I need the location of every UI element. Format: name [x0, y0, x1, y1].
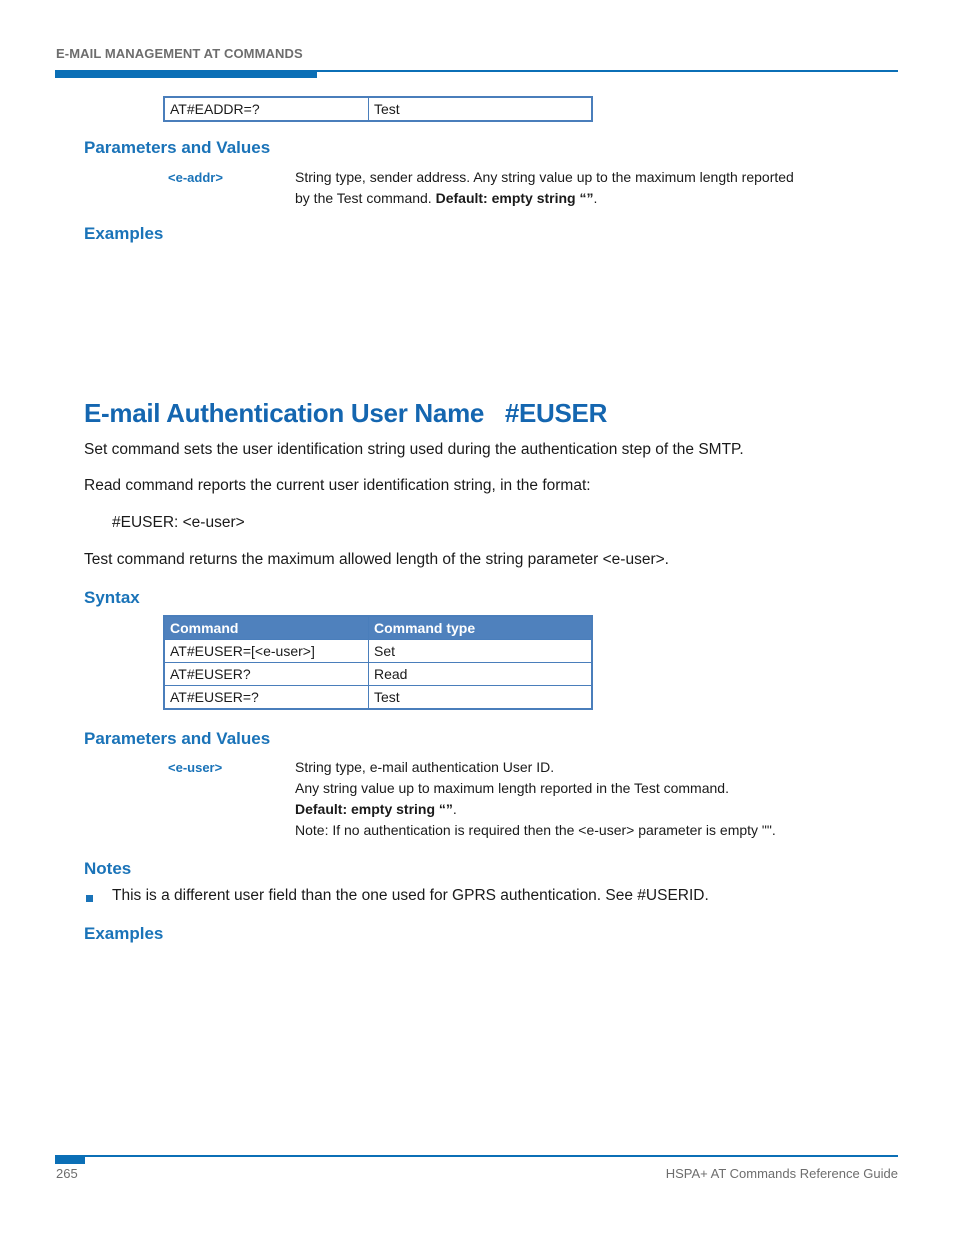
- footer-rule-accent: [55, 1155, 85, 1164]
- section-title: E-mail Authentication User Name #EUSER: [84, 398, 608, 428]
- eaddr-param-name: <e-addr>: [168, 170, 223, 185]
- table-cell-command: AT#EUSER?: [164, 663, 369, 686]
- eaddr-examples-heading: Examples: [84, 224, 164, 243]
- euser-param-default: Default: empty string “”: [295, 801, 453, 817]
- eaddr-param-line2-post: .: [593, 190, 598, 206]
- table-cell-command: AT#EUSER=[<e-user>]: [164, 640, 369, 663]
- syntax-heading: Syntax: [84, 588, 140, 607]
- table-cell-command: AT#EUSER=?: [164, 686, 369, 710]
- column-header-command: Command: [164, 616, 369, 640]
- eaddr-params-heading: Parameters and Values: [84, 138, 271, 157]
- euser-param-line1: String type, e-mail authentication User ID.: [295, 759, 555, 775]
- euser-param-description: [295, 757, 855, 841]
- page-number: 265: [56, 1166, 78, 1181]
- footer-rule: [55, 1155, 898, 1157]
- table-row: [164, 663, 592, 686]
- table-cell-type: Test: [369, 97, 593, 121]
- bullet-icon: [86, 895, 93, 902]
- table-row: [164, 97, 592, 121]
- euser-param-name: <e-user>: [168, 760, 223, 775]
- euser-param-line3-post: .: [452, 801, 457, 817]
- table-header-row: [164, 616, 592, 640]
- euser-param-line4: Note: If no authentication is required then the <e-user> parameter is empty "".: [295, 822, 776, 838]
- note-item: This is a different user field than the one used for GPRS authentication. See #USERID.: [112, 887, 709, 904]
- euser-params-heading: Parameters and Values: [84, 729, 271, 748]
- table-row: [164, 686, 592, 710]
- column-header-command-type: Command type: [369, 616, 593, 640]
- euser-paragraph-set: Set command sets the user identification string used during the authentication step of the SMTP.: [84, 441, 744, 458]
- table-cell-type: Set: [369, 640, 593, 663]
- eaddr-param-line2: [295, 188, 835, 209]
- euser-read-format: #EUSER: <e-user>: [112, 514, 245, 531]
- header-rule-accent: [55, 70, 317, 78]
- syntax-table: [163, 615, 593, 710]
- euser-paragraph-read: Read command reports the current user identification string, in the format:: [84, 477, 591, 494]
- table-cell-command: AT#EADDR=?: [164, 97, 369, 121]
- notes-heading: Notes: [84, 859, 132, 878]
- eaddr-param-description: [295, 167, 835, 209]
- euser-paragraph-test: Test command returns the maximum allowed length of the string parameter <e-user>.: [84, 551, 669, 568]
- table-cell-type: Read: [369, 663, 593, 686]
- eaddr-param-line1: String type, sender address. Any string value up to the maximum length reported: [295, 169, 794, 185]
- running-header-title: E-MAIL MANAGEMENT AT COMMANDS: [56, 46, 303, 61]
- euser-param-line3: [295, 799, 855, 820]
- eaddr-param-line2-pre: by the Test command.: [295, 190, 436, 206]
- eaddr-test-row-table: [163, 96, 593, 122]
- eaddr-param-default: Default: empty string “”: [435, 190, 594, 206]
- table-row: [164, 640, 592, 663]
- euser-param-line2: Any string value up to maximum length reported in the Test command.: [295, 780, 729, 796]
- footer-doc-title: HSPA+ AT Commands Reference Guide: [665, 1166, 898, 1181]
- euser-examples-heading: Examples: [84, 924, 164, 943]
- table-cell-type: Test: [369, 686, 593, 710]
